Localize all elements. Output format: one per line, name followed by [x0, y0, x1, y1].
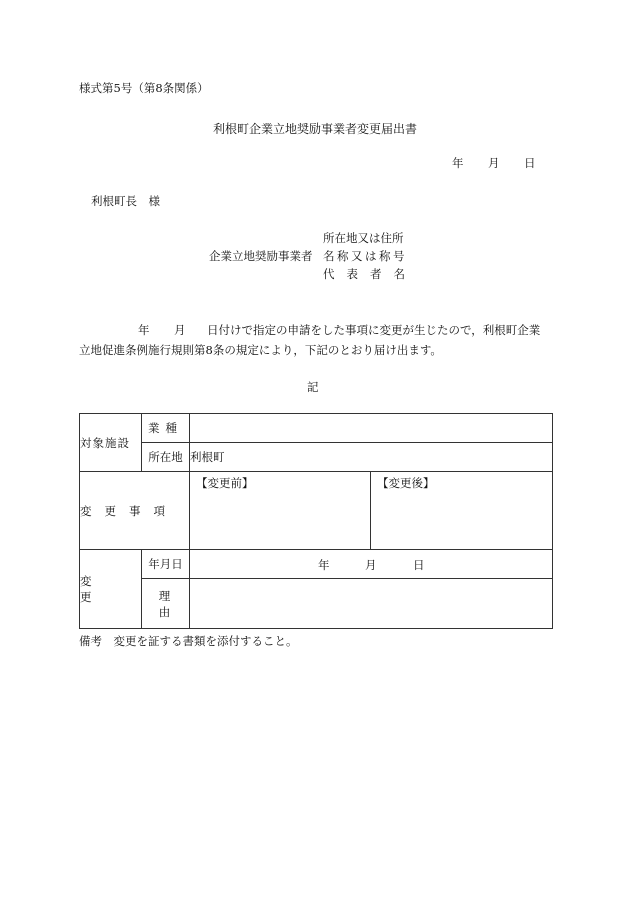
- facility-label: 対象施設: [80, 414, 142, 472]
- change-date-field[interactable]: [190, 550, 553, 579]
- ki-label: 記: [307, 380, 319, 394]
- document-title: 利根町企業立地奨励事業者変更届出書: [213, 122, 418, 136]
- change-date-month: 月: [365, 558, 377, 572]
- location-field[interactable]: 利根町: [190, 443, 553, 472]
- date-label: 年月日: [142, 550, 190, 579]
- before-field[interactable]: [190, 472, 371, 550]
- applicant-label: 企業立地奨励事業者: [209, 249, 313, 263]
- addressee: 利根町長 様: [91, 194, 160, 208]
- changes-label: 変更事項: [80, 472, 190, 550]
- applicant-rep-label: 代表者名: [323, 267, 417, 281]
- change-label: 変更: [80, 550, 142, 629]
- change-date-year: 年: [318, 558, 330, 572]
- body-line2: 立地促進条例施行規則第8条の規定により，下記のとおり届け出ます。: [79, 343, 442, 357]
- after-field[interactable]: [371, 472, 553, 550]
- body-month: 月: [174, 323, 186, 337]
- change-form-table: [79, 413, 553, 629]
- before-label: 【変更前】: [196, 476, 254, 490]
- industry-field[interactable]: [190, 414, 553, 443]
- note: 備考 変更を証する書類を添付すること。: [79, 634, 298, 648]
- reason-label: 理由: [142, 579, 190, 629]
- applicant-name-label: 名称又は称号: [323, 249, 407, 263]
- date-year-label: 年: [452, 156, 464, 170]
- change-date-day: 日: [413, 558, 425, 572]
- date-day-label: 日: [524, 156, 536, 170]
- after-label: 【変更後】: [377, 476, 435, 490]
- date-month-label: 月: [488, 156, 500, 170]
- industry-label: 業種: [142, 414, 190, 443]
- body-year: 年: [138, 323, 150, 337]
- form-number: 様式第5号（第8条関係）: [79, 81, 209, 95]
- reason-field[interactable]: [190, 579, 553, 629]
- applicant-address-label: 所在地又は住所: [323, 231, 404, 245]
- body-line1: 日付けで指定の申請をした事項に変更が生じたので，利根町企業: [207, 323, 541, 337]
- location-label: 所在地: [142, 443, 190, 472]
